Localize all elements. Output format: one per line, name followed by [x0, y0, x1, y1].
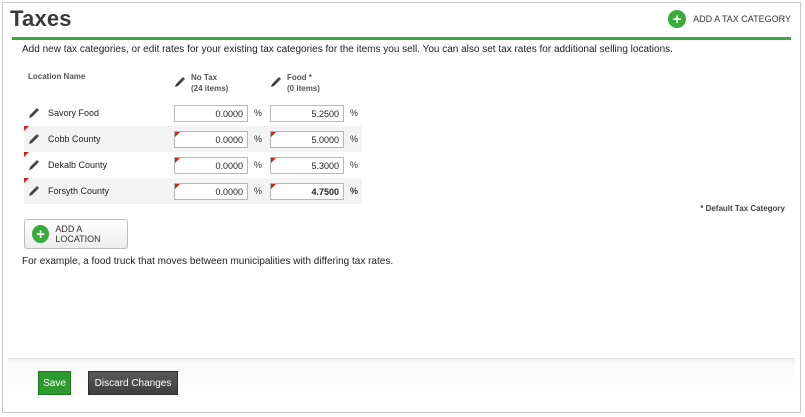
table-row [24, 178, 362, 204]
percent-sign: % [254, 186, 263, 196]
percent-sign: % [254, 108, 263, 118]
no-tax-rate-input[interactable]: 0.0000 [174, 105, 248, 122]
table-row [24, 100, 362, 126]
add-location-button[interactable] [24, 219, 128, 249]
pencil-icon[interactable] [28, 185, 40, 197]
pencil-icon[interactable] [174, 76, 186, 88]
column-name: Food * [287, 73, 312, 82]
location-name: Forsyth County [48, 186, 110, 196]
plus-circle-icon: + [668, 10, 686, 28]
percent-sign: % [254, 134, 263, 144]
percent-sign: % [350, 134, 359, 144]
column-header-food[interactable] [266, 70, 362, 100]
title-divider [12, 37, 791, 40]
location-name: Dekalb County [48, 160, 108, 170]
taxes-panel [2, 2, 801, 413]
column-item-count: (24 items) [191, 84, 229, 93]
red-corner-flag [271, 132, 276, 137]
column-header-location: Location Name [28, 72, 86, 81]
no-tax-rate-input[interactable]: 0.0000 [174, 157, 248, 174]
table-row [24, 126, 362, 152]
column-name: No Tax [191, 73, 218, 82]
save-button[interactable]: Save [38, 371, 71, 395]
food-rate-input[interactable]: 5.2500 [270, 105, 344, 122]
no-tax-rate-input[interactable]: 0.0000 [174, 183, 248, 200]
tax-rates-table [24, 70, 362, 204]
plus-circle-icon: + [32, 225, 49, 243]
add-location-label: ADD A LOCATION [55, 224, 101, 244]
food-rate-input[interactable]: 5.0000 [270, 131, 344, 148]
page-title: Taxes [10, 6, 72, 31]
default-tax-category-note: * Default Tax Category [700, 204, 785, 213]
table-row [24, 152, 362, 178]
location-name: Savory Food [48, 108, 100, 118]
pencil-icon[interactable] [28, 159, 40, 171]
column-header-no-tax[interactable] [170, 70, 266, 100]
no-tax-rate-input[interactable]: 0.0000 [174, 131, 248, 148]
red-corner-flag [271, 158, 276, 163]
page-description: Add new tax categories, or edit rates for your existing tax categories for the items you sell. You can also set tax rates for additional selling locations. [22, 44, 673, 55]
red-corner-flag [175, 132, 180, 137]
location-name: Cobb County [48, 134, 101, 144]
add-tax-category-button[interactable] [668, 10, 791, 28]
red-corner-flag [271, 184, 276, 189]
percent-sign: % [350, 186, 359, 196]
add-tax-category-label: ADD A TAX CATEGORY [693, 14, 791, 24]
red-corner-flag [175, 158, 180, 163]
percent-sign: % [350, 108, 359, 118]
example-text: For example, a food truck that moves between municipalities with differing tax rates. [22, 256, 394, 267]
food-rate-input[interactable]: 4.7500 [270, 183, 344, 200]
red-corner-flag [175, 184, 180, 189]
percent-sign: % [254, 160, 263, 170]
pencil-icon[interactable] [28, 133, 40, 145]
pencil-icon[interactable] [28, 107, 40, 119]
discard-changes-button[interactable]: Discard Changes [88, 371, 178, 395]
column-item-count: (0 items) [287, 84, 320, 93]
food-rate-input[interactable]: 5.3000 [270, 157, 344, 174]
percent-sign: % [350, 160, 359, 170]
pencil-icon[interactable] [270, 76, 282, 88]
